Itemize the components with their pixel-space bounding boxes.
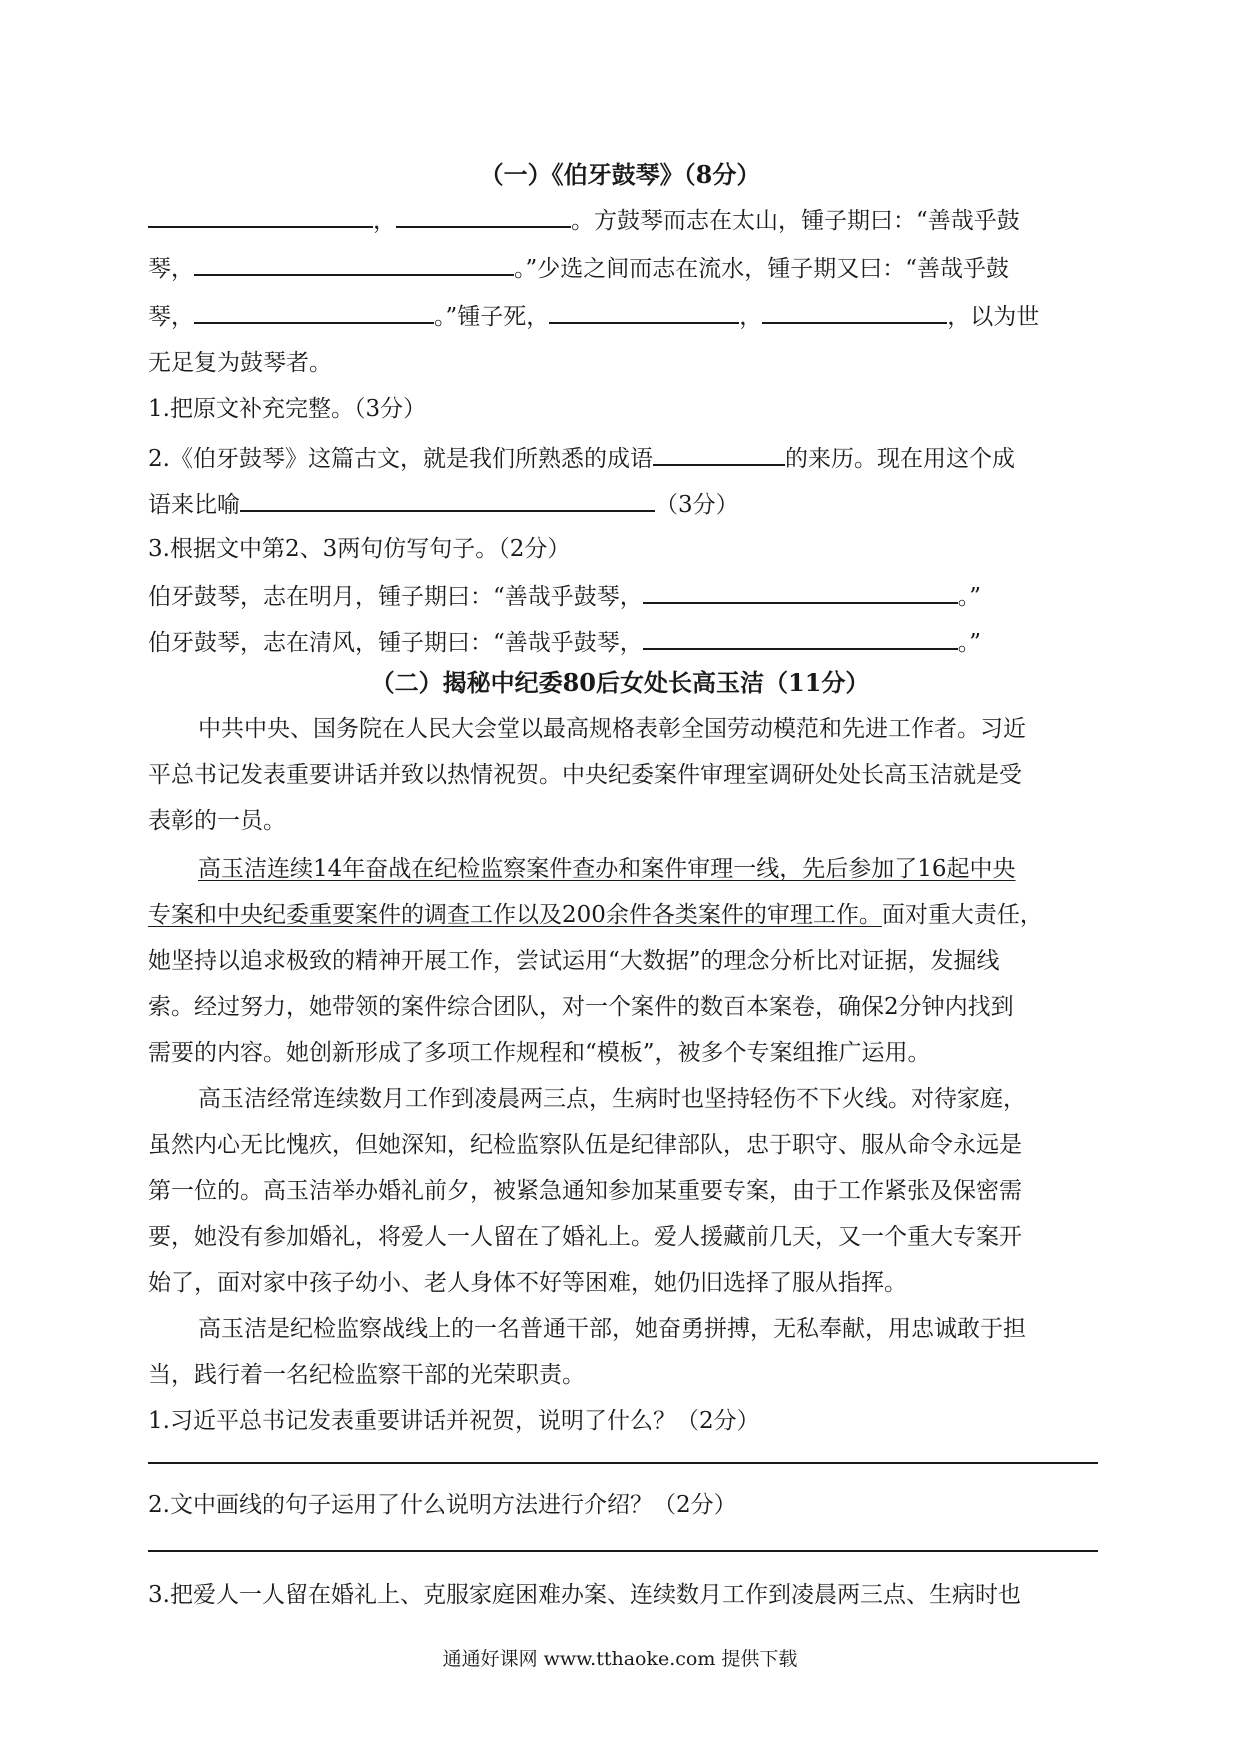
section-1-title: （一）《伯牙鼓琴》（8分） — [479, 160, 761, 189]
page-footer: 通通好课网 www.tthaoke.com 提供下载 — [442, 1648, 798, 1670]
fill-blank[interactable] — [240, 486, 655, 512]
article-para3-line1: 高玉洁经常连续数月工作到凌晨两三点，生病时也坚持轻伤不下火线。对待家庭， — [198, 1086, 1026, 1112]
fill-blank[interactable] — [643, 578, 958, 604]
article-para3-line5: 始了，面对家中孩子幼小、老人身体不好等困难，她仍旧选择了服从指挥。 — [148, 1270, 907, 1296]
question-1-1: 1.把原文补充完整。（3分） — [148, 396, 427, 422]
question-1-2-cont: 语来比喻 （3分） — [148, 486, 1098, 522]
fill-blank[interactable] — [643, 624, 958, 650]
fill-blank[interactable] — [549, 298, 739, 324]
fill-blank[interactable] — [762, 298, 947, 324]
article-para1-line3: 表彰的一员。 — [148, 808, 286, 834]
passage-line-1: ， 。方鼓琴而志在太山，锺子期曰：“善哉乎鼓 — [148, 202, 1098, 238]
answer-line[interactable] — [148, 1550, 1098, 1552]
question-1-3: 3.根据文中第2、3两句仿写句子。（2分） — [148, 536, 571, 562]
article-para2-line2: 专案和中央纪委重要案件的调查工作以及200余件各类案件的审理工作。面对重大责任， — [148, 902, 1043, 928]
article-para2-line4: 索。经过努力，她带领的案件综合团队，对一个案件的数百本案卷，确保2分钟内找到 — [148, 994, 1014, 1020]
fill-blank[interactable] — [396, 202, 571, 228]
fill-blank[interactable] — [653, 440, 785, 466]
question-2-1: 1.习近平总书记发表重要讲话并祝贺，说明了什么？（2分） — [148, 1408, 760, 1434]
underlined-sentence: 专案和中央纪委重要案件的调查工作以及200余件各类案件的审理工作。 — [148, 902, 882, 928]
imitation-line-2: 伯牙鼓琴，志在清风，锺子期曰：“善哉乎鼓琴， 。” — [148, 624, 1098, 660]
article-para3-line2: 虽然内心无比愧疚，但她深知，纪检监察队伍是纪律部队，忠于职守、服从命令永远是 — [148, 1132, 1022, 1158]
article-para2-line5: 需要的内容。她创新形成了多项工作规程和“模板”，被多个专案组推广运用。 — [148, 1040, 931, 1066]
article-para2-line1-underlined: 高玉洁连续14年奋战在纪检监察案件查办和案件审理一线，先后参加了16起中央 — [198, 856, 1016, 882]
article-para3-line4: 要，她没有参加婚礼，将爱人一人留在了婚礼上。爱人援藏前几天，又一个重大专案开 — [148, 1224, 1022, 1250]
article-para1-line1: 中共中央、国务院在人民大会堂以最高规格表彰全国劳动模范和先进工作者。习近 — [198, 716, 1026, 742]
section-2-title: （二）揭秘中纪委80后女处长高玉洁（11分） — [370, 668, 870, 697]
article-para4-line1: 高玉洁是纪检监察战线上的一名普通干部，她奋勇拼搏，无私奉献，用忠诚敢于担 — [198, 1316, 1026, 1342]
passage-line-4: 无足复为鼓琴者。 — [148, 350, 332, 376]
article-para1-line2: 平总书记发表重要讲话并致以热情祝贺。中央纪委案件审理室调研处处长高玉洁就是受 — [148, 762, 1022, 788]
question-2-2: 2.文中画线的句子运用了什么说明方法进行介绍？（2分） — [148, 1492, 737, 1518]
fill-blank[interactable] — [194, 298, 434, 324]
question-2-3: 3.把爱人一人留在婚礼上、克服家庭困难办案、连续数月工作到凌晨两三点、生病时也 — [148, 1582, 1021, 1608]
answer-line[interactable] — [148, 1462, 1098, 1464]
article-para4-line2: 当，践行着一名纪检监察干部的光荣职责。 — [148, 1362, 585, 1388]
article-para3-line3: 第一位的。高玉洁举办婚礼前夕，被紧急通知参加某重要专案，由于工作紧张及保密需 — [148, 1178, 1022, 1204]
article-para2-line3: 她坚持以追求极致的精神开展工作，尝试运用“大数据”的理念分析比对证据，发掘线 — [148, 948, 1000, 974]
question-1-2: 2.《伯牙鼓琴》这篇古文，就是我们所熟悉的成语 的来历。现在用这个成 — [148, 440, 1098, 476]
imitation-line-1: 伯牙鼓琴，志在明月，锺子期曰：“善哉乎鼓琴， 。” — [148, 578, 1098, 614]
passage-line-3: 琴， 。”锺子死， ， ，以为世 — [148, 298, 1098, 334]
fill-blank[interactable] — [148, 202, 373, 228]
passage-line-2: 琴， 。”少选之间而志在流水，锺子期又曰：“善哉乎鼓 — [148, 250, 1098, 286]
fill-blank[interactable] — [194, 250, 514, 276]
